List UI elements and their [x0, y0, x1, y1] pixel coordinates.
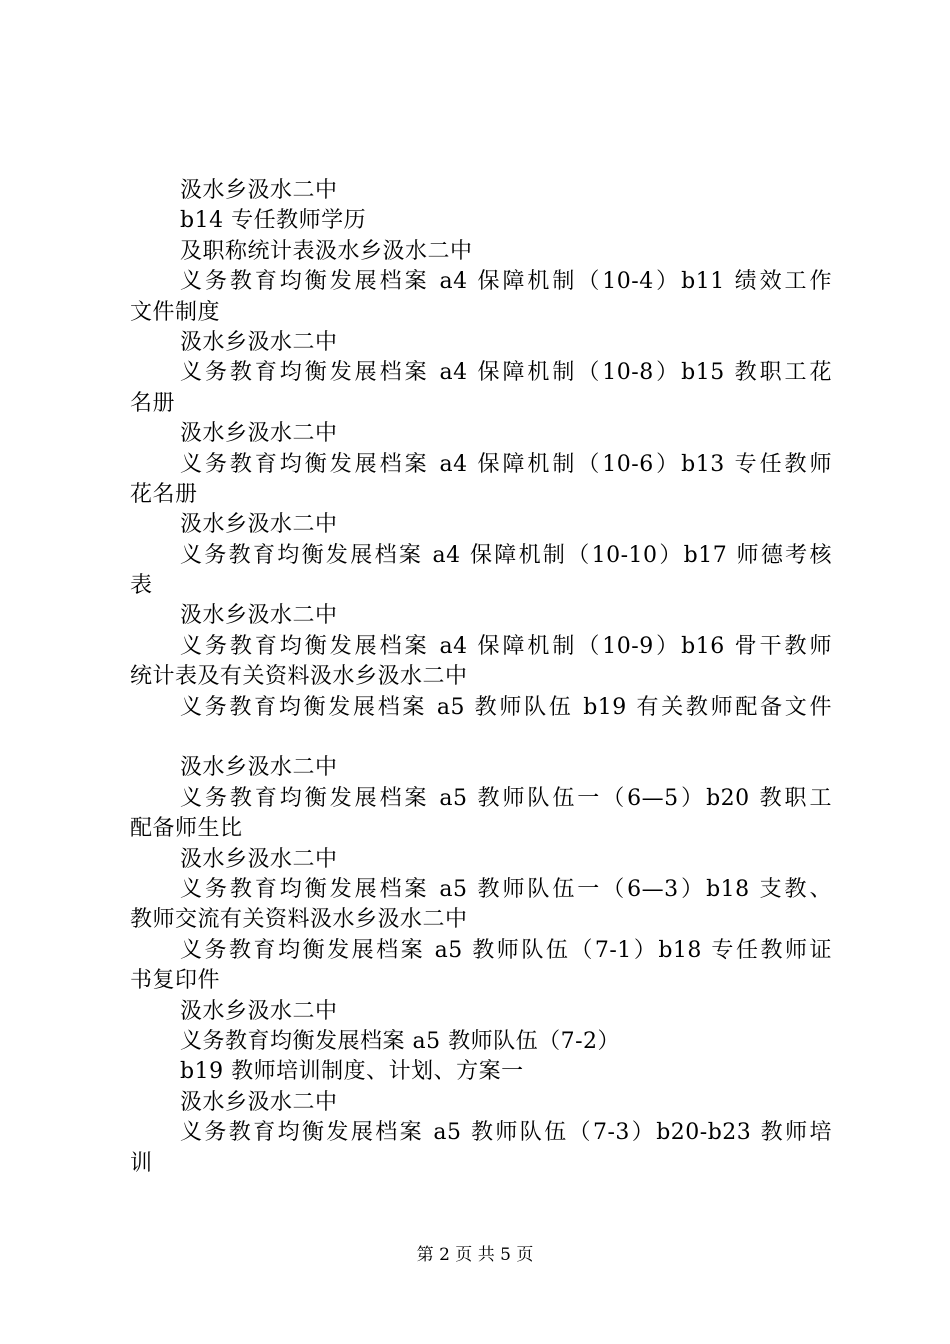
text-line: 义务教育均衡发展档案 a4 保障机制（10-8）b15 教职工花 [180, 360, 832, 386]
text-line: 汲水乡汲水二中 [180, 178, 338, 203]
text-line: 配备师生比 [130, 816, 243, 842]
text-line: 汲水乡汲水二中 [180, 846, 338, 872]
text-line: 及职称统计表汲水乡汲水二中 [180, 238, 473, 264]
text-line: 书复印件 [130, 968, 221, 994]
text-line: 义务教育均衡发展档案 a5 教师队伍（7-2） [180, 1028, 621, 1054]
document-body [130, 176, 832, 1179]
text-line: 统计表及有关资料汲水乡汲水二中 [130, 664, 468, 690]
blank-line [130, 723, 832, 753]
text-line: 教师交流有关资料汲水乡汲水二中 [130, 907, 468, 933]
page-number-footer: 第 2 页 共 5 页 [416, 1245, 534, 1265]
text-line: 表 [130, 573, 153, 599]
text-line: 义务教育均衡发展档案 a5 教师队伍（7-1）b18 专任教师证 [180, 937, 832, 963]
text-line: b14 专任教师学历 [180, 208, 367, 234]
text-line: 义务教育均衡发展档案 a4 保障机制（10-9）b16 骨干教师 [180, 633, 832, 659]
text-line: 义务教育均衡发展档案 a4 保障机制（10-6）b13 专任教师 [180, 451, 832, 477]
text-line: 义务教育均衡发展档案 a5 教师队伍一（6—5）b20 教职工 [180, 785, 832, 811]
text-line: 汲水乡汲水二中 [180, 329, 338, 355]
text-line: b19 教师培训制度、计划、方案一 [180, 1059, 524, 1085]
text-line: 汲水乡汲水二中 [180, 755, 338, 781]
text-line: 义务教育均衡发展档案 a5 教师队伍（7-3）b20-b23 教师培 [180, 1120, 832, 1146]
text-line: 汲水乡汲水二中 [180, 603, 338, 629]
text-line: 义务教育均衡发展档案 a4 保障机制（10-10）b17 师德考核 [180, 542, 832, 568]
text-line: 名册 [130, 390, 176, 416]
text-line: 汲水乡汲水二中 [180, 421, 338, 447]
text-line: 汲水乡汲水二中 [180, 512, 338, 538]
text-line: 汲水乡汲水二中 [180, 998, 338, 1024]
text-line: 花名册 [130, 481, 198, 507]
text-line: 义务教育均衡发展档案 a5 教师队伍 b19 有关教师配备文件 [180, 694, 832, 720]
text-line: 汲水乡汲水二中 [180, 1089, 338, 1115]
text-line: 训 [130, 1150, 153, 1176]
text-line: 义务教育均衡发展档案 a5 教师队伍一（6—3）b18 支教、 [180, 876, 832, 902]
text-line: 义务教育均衡发展档案 a4 保障机制（10-4）b11 绩效工作 [180, 269, 832, 295]
text-line: 文件制度 [130, 299, 221, 325]
